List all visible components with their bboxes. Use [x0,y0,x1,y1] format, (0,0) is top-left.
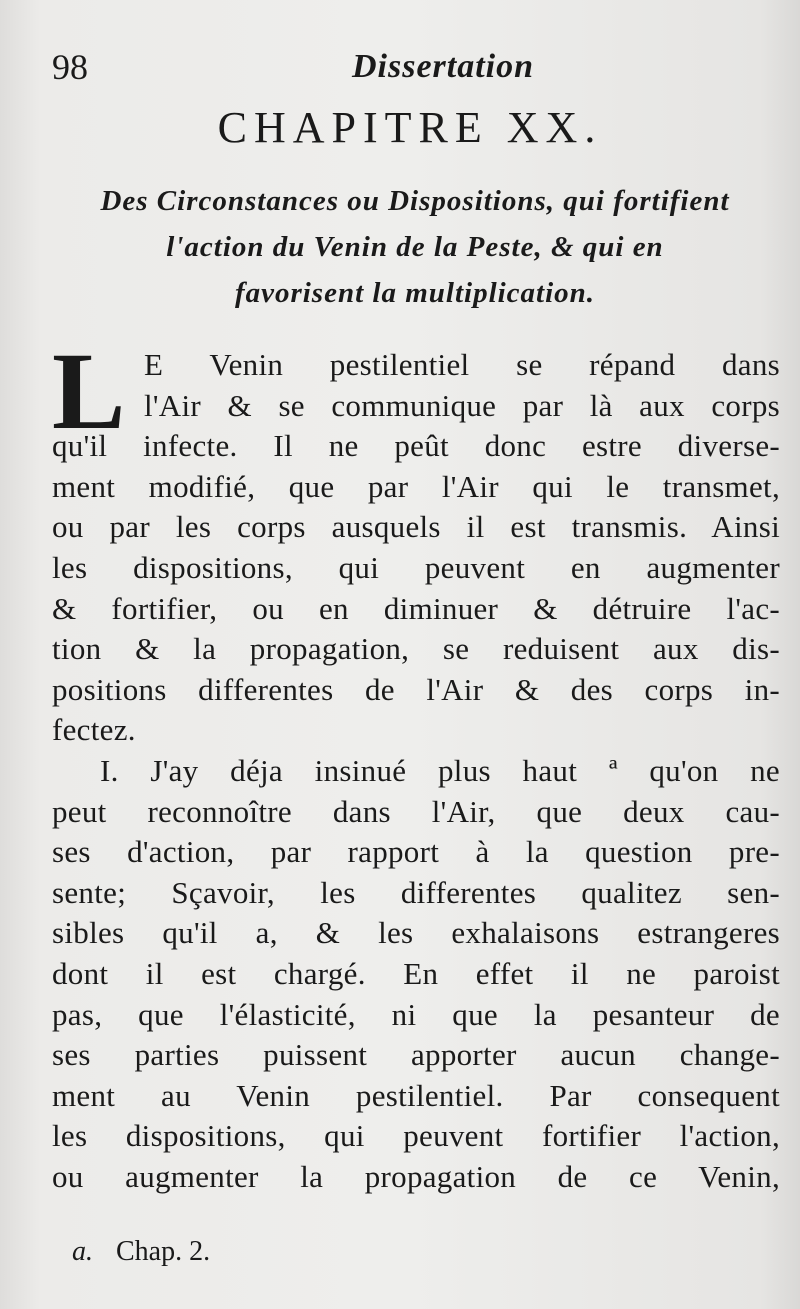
text-line: tion & la propagation, se reduisent aux dis- [52,631,780,667]
drop-cap: L [52,330,126,452]
text-line: fectez. [52,712,136,748]
running-head [52,42,752,92]
text-line: ment au Venin pestilentiel. Par consequent [52,1077,780,1113]
running-title: Dissertation [352,48,535,85]
subtitle-line: l'action du Venin de la Peste, & qui en [166,231,664,263]
text-line: ou augmenter la propagation de ce Venin, [52,1158,780,1194]
text-line: dont il est chargé. En effet il ne paroist [52,955,780,991]
text-line: positions differentes de l'Air & des corps in- [52,671,780,707]
text-line: qu'il infecte. Il ne peût donc estre diverse- [52,428,780,464]
text-line: ment modifié, que par l'Air qui le transmet, [52,468,780,504]
text-line: ses parties puissent apporter aucun change- [52,1037,780,1073]
text-line: l'Air & se communique par là aux corps [144,387,780,423]
text-line: & fortifier, ou en diminuer & détruire l'ac- [52,590,780,626]
text-line: les dispositions, qui peuvent en augmenter [52,549,780,585]
text-line: I. J'ay déja insinué plus haut ª qu'on ne [100,752,780,788]
chapter-title: CHAPITRE XX. [217,103,603,152]
subtitle-line: favorisent la multiplication. [234,277,596,309]
body-text [52,330,780,1197]
text-line: peut reconnoître dans l'Air, que deux cau- [52,793,780,829]
chapter-subtitle [50,178,780,316]
footnote-text: Chap. 2. [116,1236,211,1267]
subtitle-line: Des Circonstances ou Dispositions, qui fortifient [100,185,730,217]
text-line: les dispositions, qui peuvent fortifier l'action, [52,1118,780,1154]
footnote [72,1232,210,1272]
text-line: ses d'action, par rapport à la question pre- [52,834,780,870]
page-number: 98 [52,47,88,87]
text-line: sibles qu'il a, & les exhalaisons estrangeres [52,915,780,951]
text-line: pas, que l'élasticité, ni que la pesanteur de [52,996,780,1032]
footnote-mark: a. [72,1236,93,1267]
text-line: ou par les corps ausquels il est transmis. Ainsi [52,509,780,545]
text-line: sente; Sçavoir, les differentes qualitez sen- [52,874,780,910]
text-line: E Venin pestilentiel se répand dans [144,347,780,382]
